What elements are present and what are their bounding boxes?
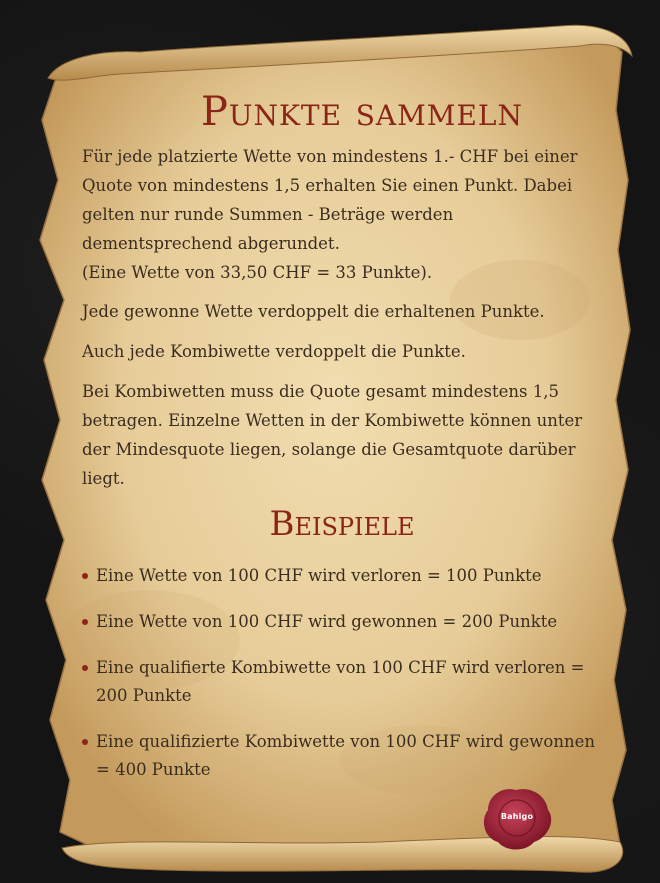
bullet-icon	[82, 573, 88, 579]
rule-example-points: (Eine Wette von 33,50 CHF = 33 Punkte).	[82, 263, 433, 282]
example-text: Eine Wette von 100 CHF wird verloren = 100 Punkte	[96, 566, 542, 585]
rule-paragraph-combi-odds: Bei Kombiwetten muss die Quote gesamt mindestens 1,5 betragen. Einzelne Wetten in der Kombiwette können unter der Mindesquote liegen, solange die Gesamtquote darüber liegt.	[82, 382, 583, 488]
page-title: Punkte sammeln	[200, 89, 524, 135]
list-item	[82, 562, 602, 590]
example-text: Eine qualifizierte Kombiwette von 100 CHF wird gewonnen = 400 Punkte	[96, 732, 595, 779]
bullet-icon	[82, 619, 88, 625]
rule-paragraph-points	[82, 142, 602, 287]
seal-brand-text: Bahigo	[500, 812, 534, 821]
rule-paragraph-win-double: Jede gewonne Wette verdoppelt die erhaltenen Punkte.	[82, 302, 545, 321]
main-content	[82, 88, 602, 802]
examples-title: Beispiele	[269, 504, 415, 544]
rule-paragraph-combi-double: Auch jede Kombiwette verdoppelt die Punkte.	[82, 342, 466, 361]
bullet-icon	[82, 665, 88, 671]
list-item	[82, 654, 602, 710]
list-item	[82, 728, 602, 784]
bullet-icon	[82, 739, 88, 745]
list-item	[82, 608, 602, 636]
rule-text-points: Für jede platzierte Wette von mindestens 1.- CHF bei einer Quote von mindestens 1,5 erhalten Sie einen Punkt. Dabei gelten nur runde Summen - Beträge werden dementsprechend abgerundet.	[82, 147, 578, 253]
seal-logo	[483, 787, 549, 849]
example-text: Eine Wette von 100 CHF wird gewonnen = 200 Punkte	[96, 612, 558, 631]
example-text: Eine qualifierte Kombiwette von 100 CHF wird verloren = 200 Punkte	[96, 658, 585, 705]
examples-list	[82, 562, 602, 784]
